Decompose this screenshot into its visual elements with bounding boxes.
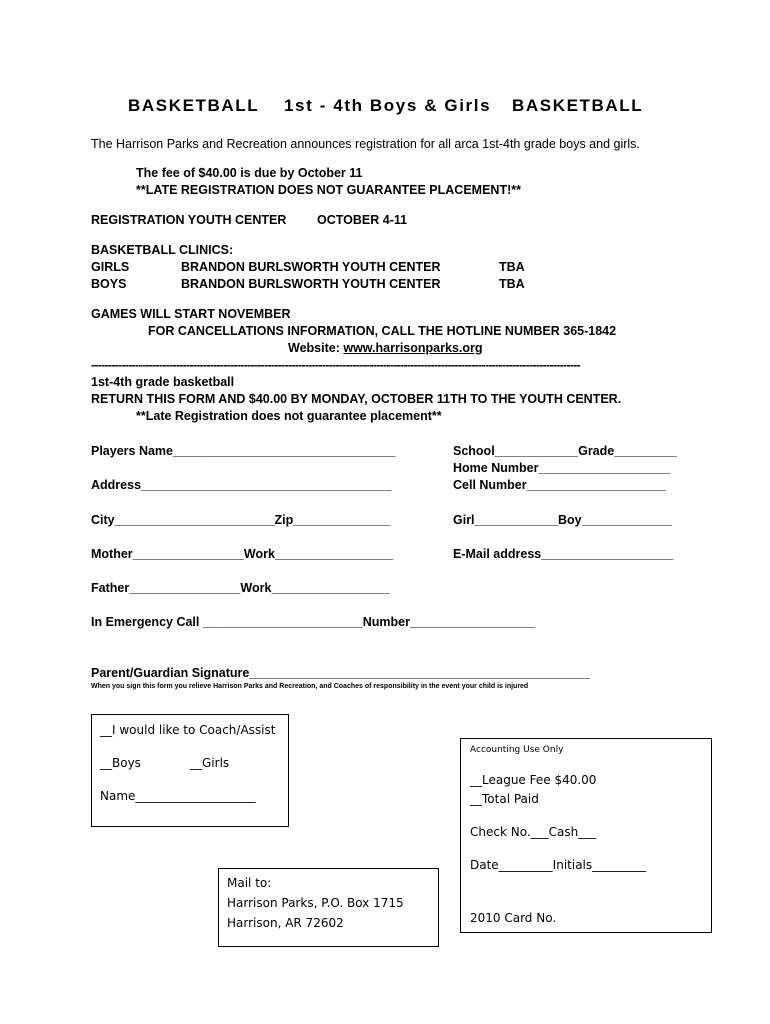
clinic-time: TBA — [499, 277, 525, 291]
form-grade-line: 1st-4th grade basketball — [91, 375, 235, 389]
league-fee-line: __League Fee $40.00 — [470, 773, 597, 787]
players-name-field[interactable]: Players Name________________________________ — [91, 444, 396, 458]
cut-divider: ------------------------------------------------------------------------------------------------------------------------------------------------ — [91, 358, 581, 372]
clinic-location: BRANDON BURLSWORTH YOUTH CENTER — [181, 260, 441, 274]
signature-field[interactable]: Parent/Guardian Signature_________________________________________________ — [91, 666, 591, 680]
clinics-heading: BASKETBALL CLINICS: — [91, 243, 234, 257]
mother-work-field[interactable]: Mother________________Work_________________ — [91, 547, 394, 561]
title-center: 1st - 4th Boys & Girls — [284, 96, 492, 115]
hotline-info: FOR CANCELLATIONS INFORMATION, CALL THE HOTLINE NUMBER 365-1842 — [148, 324, 617, 338]
form-late-line: **Late Registration does not guarantee placement** — [136, 409, 442, 423]
total-paid-line: __Total Paid — [470, 792, 539, 806]
girl-boy-field[interactable]: Girl____________Boy_____________ — [453, 513, 672, 527]
coach-name-field[interactable]: Name____________________ — [100, 789, 256, 803]
late-warning: **LATE REGISTRATION DOES NOT GUARANTEE PLACEMENT!** — [136, 183, 521, 197]
accounting-box — [460, 738, 712, 933]
fee-line: The fee of $40.00 is due by October 11 — [136, 166, 363, 180]
card-number-line: 2010 Card No. — [470, 911, 557, 925]
form-return-line: RETURN THIS FORM AND $40.00 BY MONDAY, OCTOBER 11TH TO THE YOUTH CENTER. — [91, 392, 622, 406]
website-line — [288, 341, 483, 355]
title-right: BASKETBALL — [512, 96, 644, 115]
coach-box — [91, 714, 289, 827]
date-initials-line: Date_________Initials_________ — [470, 858, 647, 872]
website-link[interactable]: www.harrisonparks.org — [343, 341, 483, 355]
father-work-field[interactable]: Father________________Work_________________ — [91, 581, 390, 595]
coach-girls-option[interactable]: __Girls — [190, 756, 230, 770]
address-field[interactable]: Address____________________________________ — [91, 478, 392, 492]
title-left: BASKETBALL — [128, 96, 260, 115]
website-label: Website: — [288, 341, 344, 355]
clinic-time: TBA — [499, 260, 525, 274]
cell-number-field[interactable]: Cell Number____________________ — [453, 478, 666, 492]
school-grade-field[interactable]: School____________Grade_________ — [453, 444, 677, 458]
clinic-location: BRANDON BURLSWORTH YOUTH CENTER — [181, 277, 441, 291]
city-zip-field[interactable]: City_______________________Zip______________ — [91, 513, 391, 527]
clinic-group: GIRLS — [91, 260, 130, 274]
games-start: GAMES WILL START NOVEMBER — [91, 307, 291, 321]
clinic-group: BOYS — [91, 277, 127, 291]
intro-text: The Harrison Parks and Recreation announces registration for all arca 1st-4th grade boys and girls. — [91, 137, 640, 151]
coach-boys-option[interactable]: __Boys — [100, 756, 141, 770]
mail-to-box — [218, 868, 439, 947]
mail-address-line2: Harrison, AR 72602 — [227, 916, 344, 930]
mail-to-label: Mail to: — [227, 876, 272, 890]
registration-dates: OCTOBER 4-11 — [317, 213, 408, 227]
coach-assist-option[interactable]: __I would like to Coach/Assist — [100, 723, 276, 737]
mail-address-line1: Harrison Parks, P.O. Box 1715 — [227, 896, 404, 910]
accounting-title: Accounting Use Only — [470, 745, 564, 755]
disclaimer-text: When you sign this form you relieve Harrison Parks and Recreation, and Coaches of responsibility in the event your child is injured — [91, 683, 529, 690]
email-field[interactable]: E-Mail address___________________ — [453, 547, 674, 561]
check-cash-line: Check No.___Cash___ — [470, 825, 597, 839]
home-number-field[interactable]: Home Number___________________ — [453, 461, 671, 475]
emergency-field[interactable]: In Emergency Call _______________________Number__________________ — [91, 615, 536, 629]
registration-label: REGISTRATION YOUTH CENTER — [91, 213, 287, 227]
